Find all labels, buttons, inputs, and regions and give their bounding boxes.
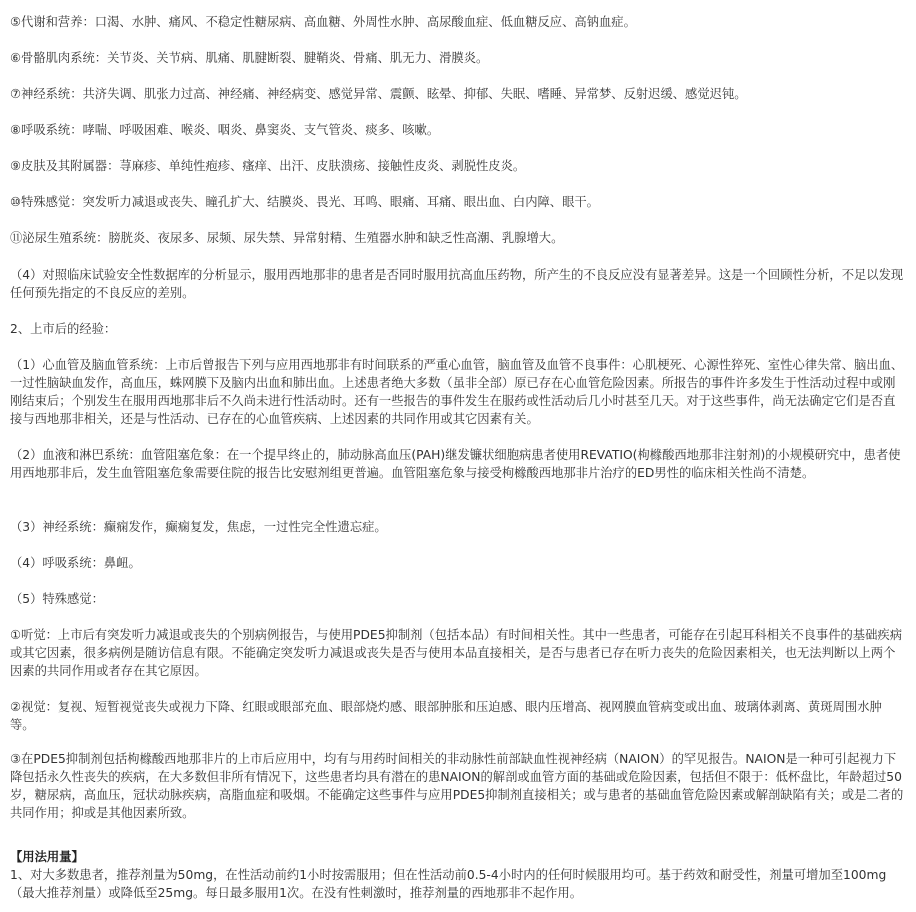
vision-paragraph: ②视觉：复视、短暂视觉丧失或视力下降、红眼或眼部充血、眼部烧灼感、眼部肿胀和压迫感、眼内压增高、视网膜血管病变或出血、玻璃体剥离、黄斑周围水肿等。 [10,700,882,732]
respiratory-paragraph: （4）呼吸系统：鼻衄。 [10,556,141,570]
special-senses-effects: ⑩特殊感觉：突发听力减退或丧失、瞳孔扩大、结膜炎、畏光、耳鸣、眼痛、耳痛、眼出血、白内障、眼干。 [10,195,599,209]
hearing-paragraph: ①听觉：上市后有突发听力减退或丧失的个别病例报告，与使用PDE5抑制剂（包括本品）有时间相关性。其中一些患者，可能存在引起耳科相关不良事件的基础疾病或其它因素，很多病例是随访信息有限。不能确定突发听力减退或丧失是否与使用本品直接相关，是否与患者已存在听力丧失的危险因素相关，也无法判断以上两个因素的共同作用或者存在其它原因。 [10,628,902,678]
blood-lymph-paragraph: （2）血液和淋巴系统：血管阻塞危象：在一个提早终止的，肺动脉高血压(PAH)继发镰状细胞病患者使用REVATIO(枸橼酸西地那非注射剂)的小规模研究中，患者使用西地那非后，发生血管阻塞危象需要住院的报告比安慰剂组更普遍。血管阻塞危象与接受枸橼酸西地那非片治疗的ED男性的临床相关性尚不清楚。 [10,448,901,480]
dosage-heading: 【用法用量】 [10,850,84,864]
skin-effects: ⑨皮肤及其附属器：荨麻疹、单纯性疱疹、瘙痒、出汗、皮肤溃疡、接触性皮炎、剥脱性皮炎。 [10,159,526,173]
respiratory-effects: ⑧呼吸系统：哮喘、呼吸困难、喉炎、咽炎、鼻窦炎、支气管炎、痰多、咳嗽。 [10,123,440,137]
special-senses-title: （5）特殊感觉： [10,592,104,606]
dosage-paragraph: 1、对大多数患者，推荐剂量为50mg，在性活动前约1小时按需服用；但在性活动前0.5-4小时内的任何时候服用均可。基于药效和耐受性，剂量可增加至100mg（最大推荐剂量）或降低至25mg。每日最多服用1次。在没有性刺激时，推荐剂量的西地那非不起作用。 [10,868,887,900]
naion-paragraph: ③在PDE5抑制剂包括枸橼酸西地那非片的上市后应用中，均有与用药时间相关的非动脉性前部缺血性视神经病（NAION）的罕见报告。NAION是一种可引起视力下降包括永久性丧失的疾病，在大多数但非所有情况下，这些患者均具有潜在的患NAION的解剖或血管方面的基础或危险因素，包括但不限于：低杯盘比，年龄超过50岁，糖尿病，高血压，冠状动脉疾病，高脂血症和吸烟。不能确定这些事件与应用PDE5抑制剂直接相关；或与患者的基础血管危险因素或解剖缺陷有关；或是二者的共同作用；抑或是其他因素所致。 [10,752,904,820]
nervous-system-effects: ⑦神经系统：共济失调、肌张力过高、神经痛、神经病变、感觉异常、震颤、眩晕、抑郁、失眠、嗜睡、异常梦、反射迟缓、感觉迟钝。 [10,87,747,101]
musculoskeletal-effects: ⑥骨骼肌肉系统：关节炎、关节病、肌痛、肌腱断裂、腱鞘炎、骨痛、肌无力、滑膜炎。 [10,51,489,65]
urogenital-effects: ⑪泌尿生殖系统：膀胱炎、夜尿多、尿频、尿失禁、异常射精、生殖器水肿和缺乏性高潮、乳腺增大。 [10,231,564,245]
neuro-paragraph: （3）神经系统：癫痫发作，癫痫复发，焦虑，一过性完全性遗忘症。 [10,520,387,534]
postmarketing-title: 2、上市后的经验： [10,322,117,336]
cardiovascular-paragraph: （1）心血管及脑血管系统：上市后曾报告下列与应用西地那非有时间联系的严重心血管，脑血管及血管不良事件：心肌梗死、心源性猝死、室性心律失常、脑出血、一过性脑缺血发作，高血压，蛛网膜下及脑内出血和肺出血。上述患者绝大多数（虽非全部）原已存在心血管危险因素。所报告的事件许多发生于性活动过程中或刚刚结束后；个别发生在服用西地那非后不久尚未进行性活动时。还有一些报告的事件发生在服药或性活动后几小时甚至几天。对于这些事件，尚无法确定它们是否直接与西地那非相关，还是与性活动、已存在的心血管疾病、上述因素的共同作用或其它因素有关。 [10,358,904,426]
clinical-analysis-note: （4）对照临床试验安全性数据库的分析显示，服用西地那非的患者是否同时服用抗高血压药物，所产生的不良反应没有显著差异。这是一个回顾性分析，不足以发现任何预先指定的不良反应的差别。 [10,268,904,300]
metabolism-effects: ⑤代谢和营养：口渴、水肿、痛风、不稳定性糖尿病、高血糖、外周性水肿、高尿酸血症、低血糖反应、高钠血症。 [10,15,636,29]
